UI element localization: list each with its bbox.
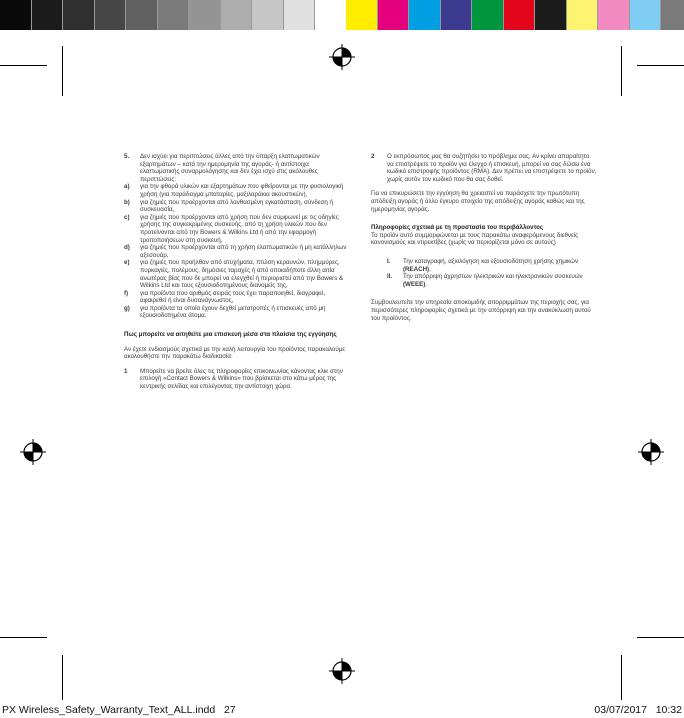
color-swatch	[95, 0, 127, 30]
regulation-text	[403, 258, 597, 273]
sub-text: για προϊόντα τα οποία έχουν δεχθεί μετατροπές ή επισκευές από μη εξουσιοδοτημένα άτομα.	[140, 304, 326, 320]
sub-text: για προϊόντα που αριθμός σειράς τους έχει παραποιηθεί, διαγραφεί, αφαιρεθεί ή είναι δυσανάγνωστος,	[140, 289, 326, 305]
sub-item-f	[124, 290, 350, 305]
step-number: 2	[371, 153, 375, 160]
registration-mark-left-icon	[20, 439, 46, 465]
crop-mark	[621, 46, 622, 96]
sub-label: f)	[124, 289, 129, 297]
step-number: 1	[124, 367, 128, 375]
left-text-column	[124, 153, 350, 391]
right-text-column	[371, 153, 597, 322]
regulation-desc: Την απόρριψη άχρηστων ηλεκτρικών και ηλεκτρονικών συσκευών	[403, 273, 583, 281]
sub-label: b)	[124, 198, 130, 206]
regulation-code: (REACH)	[403, 265, 430, 273]
crop-mark	[62, 655, 63, 700]
step-2	[371, 153, 597, 183]
grayscale-color-bar	[0, 0, 347, 30]
registration-mark-top-icon	[329, 44, 355, 70]
regulation-punct: .	[425, 280, 428, 288]
crop-mark	[637, 637, 684, 638]
color-swatch	[567, 0, 599, 30]
sub-label: g)	[124, 304, 130, 312]
crop-mark	[637, 65, 684, 66]
warranty-claim-intro: Αν έχετε ενδιασμούς σχετικά με την καλή λειτουργία του προϊόντος παρακαλούμε ακολουθήστε την παρακάτω διαδικασία:	[124, 345, 346, 361]
color-swatch	[63, 0, 95, 30]
color-swatch	[661, 0, 684, 30]
crop-mark	[0, 65, 47, 66]
environment-heading: Πληροφορίες σχετικά με τη προστασία του περιβάλλοντος	[371, 224, 544, 232]
sub-item-c	[124, 214, 350, 244]
regulation-text	[403, 273, 597, 288]
sub-label: e)	[124, 259, 130, 267]
sub-text: για την φθορά υλικών και εξαρτημάτων που φθείρονται με την φυσιολογική χρήση (για παράδειγμα μπαταρίες, μαξιλαράκια ακουστικών),	[140, 183, 344, 198]
warranty-claim-heading: Πως μπορείτε να αιτηθείτε μια επισκευή μέσα στα πλαίσια της εγγύησης	[124, 331, 337, 339]
sub-text: για ζημιές που προέρχονται από λανθασμένη εγκατάσταση, σύνδεση ή συσκευασία,	[140, 198, 333, 214]
roman-label: I.	[387, 257, 391, 265]
list-number: 5.	[124, 153, 130, 160]
color-swatch	[409, 0, 441, 30]
crop-mark	[621, 655, 622, 700]
step-text: Ο εκπρόσωπος μας θα συζητήσει το πρόβλημα σας. Αν κρίνει απαραίτητο να επιστρέψετε το προϊόν για έλεγχο ή επισκευή, μπορεί να σας δώσει ένα κωδικό επιστροφής προϊόντος (RMA). Δεν πρέπει να επιστρέψετε το προϊόν, χωρίς αυτόν τον κωδικό που θα σας δοθεί.	[387, 153, 597, 183]
sub-text: για ζημιές που προέρχονται από τη χρήση ελαττωματικών ή μη κατάλληλων αξεσουάρ,	[140, 244, 347, 259]
color-swatch	[472, 0, 504, 30]
sub-item-d	[124, 244, 350, 259]
list-item-5	[124, 153, 350, 183]
color-swatch	[252, 0, 284, 30]
crop-mark	[62, 46, 63, 96]
color-swatch	[630, 0, 662, 30]
print-date-slug: 03/07/2017 10:32	[594, 704, 682, 716]
sub-label: c)	[124, 213, 130, 221]
sub-text: για ζημιές που προήλθαν από ατυχήματα, πτώση κεραυνών, πλημμύρες, πυρκαγιές, πολέμους, δημόσιες ταραχές ή από οποιαδήποτε άλλη αιτία ανωτέρας βίας που δε μπορεί να ελεγχθεί ή περιοριστεί από την Bowers & Wilkins Ltd και τους εξουσιοδοτημένους διανομείς της,	[140, 259, 344, 290]
step-text: Μπορείτε να βρείτε όλες τις πληροφορίες επικοινωνίας κάνοντας κλικ στην επιλογή «Contact Bowers & Wilkins» που βρίσκεται στο κάτω μέρος της κεντρικής σελίδας και επιλέγοντας την αντίστοιχη χώρα.	[140, 367, 343, 391]
sub-label: d)	[124, 244, 130, 252]
crop-mark	[0, 637, 47, 638]
regulation-item-weee	[387, 273, 597, 288]
environment-intro: Το προϊόν αυτό συμμορφώνεται με τους παρακάτω αναφερόμενους διεθνείς κανονισμούς και ντιρεκτίβες (χωρίς να περιορίζεται μόνο σε αυτούς)	[371, 231, 579, 247]
color-swatch	[126, 0, 158, 30]
proof-of-purchase-text: Για να επικυρώσετε την εγγύηση θα χρειαστεί να παράσχετε την πρωτότυπη απόδειξη αγοράς ή άλλο έγκυρο στοιχείο της απόδειξης αγοράς καθώς και της ημερομηνίας αγοράς.	[371, 190, 585, 213]
list-item-text: Δεν ισχύει για περιπτώσεις άλλες από την ύπαρξη ελαττωματικών εξαρτημάτων – κατά την ημερομηνία της αγοράς- ή αντίστοιχα ελαττωματικής συναρμολόγησης και δεν έχει ισχύ στις ακόλουθες περιπτώσεις:	[140, 153, 320, 183]
color-swatch	[598, 0, 630, 30]
color-swatch	[284, 0, 316, 30]
regulation-punct: ,	[429, 265, 431, 273]
regulation-code: (WEEE)	[403, 280, 426, 288]
file-name-slug: PX Wireless_Safety_Warranty_Text_ALL.indd 27	[2, 704, 236, 716]
color-swatch	[221, 0, 253, 30]
registration-mark-right-icon	[638, 439, 664, 465]
color-swatch	[535, 0, 567, 30]
color-swatch	[315, 0, 347, 30]
regulation-item-reach	[387, 258, 597, 273]
sub-text: για ζημιές που προέρχονται από χρήση που δεν συμφωνεί με τις οδηγίες χρήσης της συγκεκριμένης συσκευής, από τη χρήση υλικών που δεν προτείνονται από την Bowers & Wilkins Ltd ή από την εφαρμογή τροποποιήσεων στη συσκευή,	[140, 213, 339, 244]
color-swatch	[504, 0, 536, 30]
sub-item-b	[124, 199, 350, 214]
sub-label: a)	[124, 183, 130, 191]
registration-mark-bottom-icon	[329, 658, 355, 684]
color-swatch	[0, 0, 32, 30]
color-swatch	[346, 0, 378, 30]
color-swatch	[189, 0, 221, 30]
sub-list	[124, 183, 350, 320]
roman-label: II.	[387, 273, 393, 281]
sub-item-e	[124, 259, 350, 289]
color-swatch	[378, 0, 410, 30]
step-1	[124, 368, 350, 391]
regulation-desc: Την καταγραφή, αξιολόγηση και εξουσιοδότηση χρήσης χημικών	[403, 257, 579, 265]
disposal-text: Συμβουλευτείτε την υπηρεσία αποκομιδής απορριμμάτων της περιοχής σας, για περισσότερες πληροφορίες σχετικά με την απόρριψη και την ανακύκλωση αυτού του προϊόντος.	[371, 299, 591, 322]
color-swatch	[441, 0, 473, 30]
sub-item-a	[124, 183, 350, 198]
process-color-bar	[346, 0, 684, 30]
sub-item-g	[124, 305, 350, 320]
color-swatch	[32, 0, 64, 30]
color-swatch	[158, 0, 190, 30]
